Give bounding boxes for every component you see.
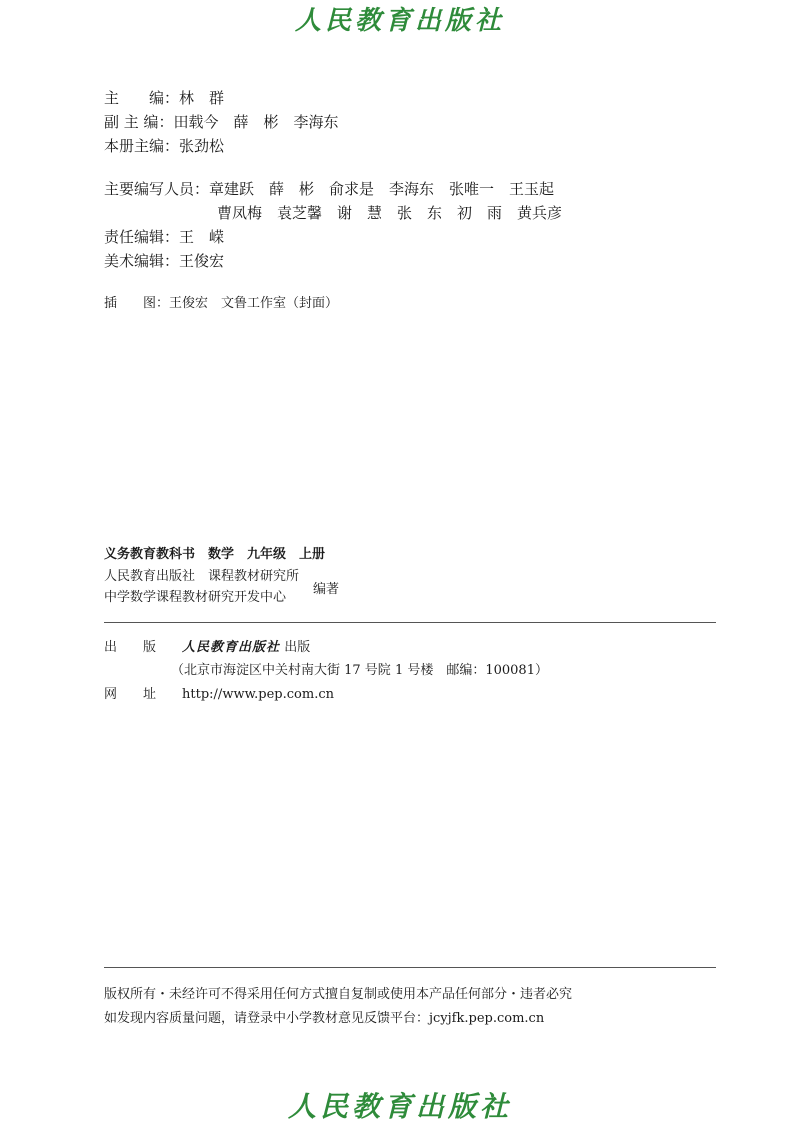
compilers-block (104, 566, 339, 608)
main-editors-line-1 (104, 177, 562, 201)
credit-names: 田载今 薛 彬 李海东 (173, 113, 339, 131)
publisher-logo-top: 人民教育出版社 (294, 6, 505, 36)
credit-names: 张劲松 (179, 137, 225, 155)
feedback-notice: 如发现内容质量问题，请登录中小学教材意见反馈平台：jcyjfk.pep.com.cn (104, 1011, 545, 1026)
divider (104, 622, 716, 623)
publisher-logo-bottom: 人民教育出版社 (287, 1090, 512, 1123)
compilers-suffix: 编著 (313, 581, 340, 597)
main-editors-names-1: 章建跃 薛 彬 俞求是 李海东 张唯一 王玉起 (209, 180, 555, 198)
website-label: 网 址 (104, 687, 157, 702)
publisher-label: 出 版 (104, 640, 157, 655)
main-editors-line-2: 曹凤梅 袁芝馨 谢 慧 张 东 初 雨 黄兵彦 (217, 204, 563, 222)
credit-names: 林 群 (179, 89, 225, 107)
credit-chief-editor (104, 86, 339, 110)
credit-deputy-editors (104, 110, 339, 134)
credit-label: 本册主编： (104, 137, 180, 155)
credit-label: 主 编： (104, 89, 180, 107)
publisher-line (104, 636, 310, 655)
publisher-suffix: 出版 (284, 640, 311, 655)
illustration-credit: 插 图：王俊宏 文鲁工作室（封面） (104, 296, 339, 311)
credit-volume-editor (104, 134, 339, 158)
credit-label: 副 主 编： (104, 113, 174, 131)
website-line (104, 683, 334, 702)
main-editors-block (104, 177, 562, 273)
compiler-line-2: 中学数学课程教材研究开发中心 (104, 590, 287, 605)
art-editor: 美术编辑：王俊宏 (104, 252, 225, 270)
responsible-editor: 责任编辑：王 嵘 (104, 228, 225, 246)
compilers-names (104, 566, 299, 608)
book-title: 义务教育教科书 数学 九年级 上册 (104, 547, 326, 562)
copyright-notice: 版权所有・未经许可不得采用任何方式擅自复制或使用本产品任何部分・违者必究 (104, 987, 573, 1002)
website-url[interactable]: http://www.pep.com.cn (182, 687, 334, 702)
compiler-line-1: 人民教育出版社 课程教材研究所 (104, 569, 300, 584)
divider (104, 967, 716, 968)
main-editors-label: 主要编写人员： (104, 180, 210, 198)
publisher-name-mark: 人民教育出版社 (182, 640, 281, 655)
publisher-address: （北京市海淀区中关村南大街 17 号院 1 号楼 邮编：100081） (171, 663, 548, 678)
credits-block (104, 86, 339, 158)
